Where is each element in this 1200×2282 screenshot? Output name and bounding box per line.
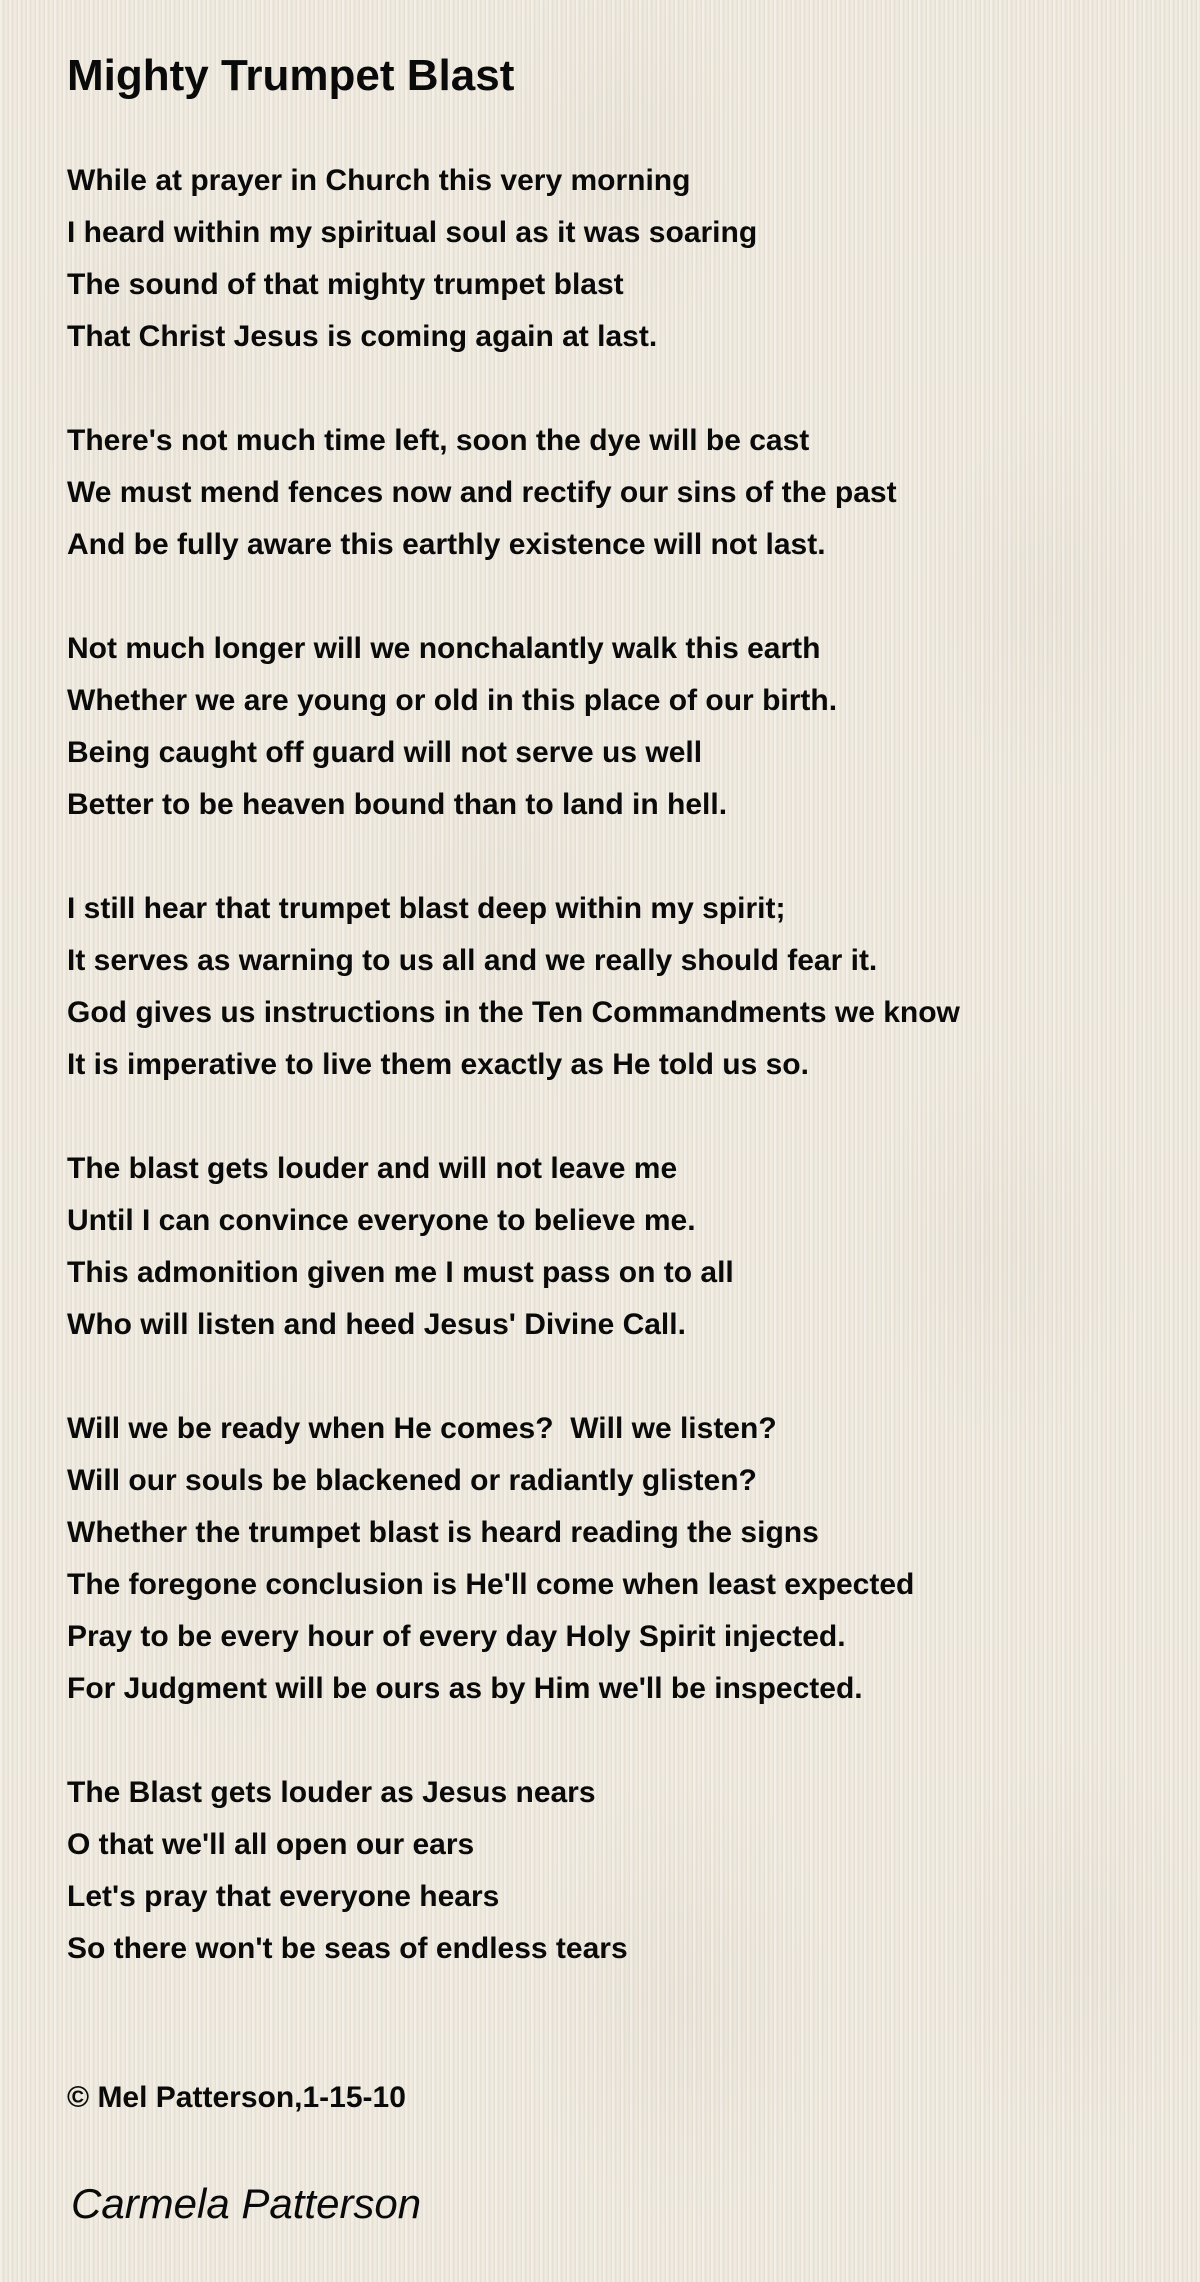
author-signature: Carmela Patterson xyxy=(71,2180,422,2227)
stanza-gap xyxy=(67,1351,960,1403)
poem-line: Not much longer will we nonchalantly walk this earth xyxy=(67,632,821,665)
poem-line: Whether we are young or old in this place of our birth. xyxy=(67,684,838,717)
poem-line: For Judgment will be ours as by Him we'll be inspected. xyxy=(67,1672,863,1705)
poem-title: Mighty Trumpet Blast xyxy=(67,51,515,100)
stanza-5 xyxy=(67,1143,960,1351)
copyright-line: © Mel Patterson,1-15-10 xyxy=(67,2081,406,2114)
stanza-gap xyxy=(67,831,960,883)
stanza-4 xyxy=(67,883,960,1091)
poem-line: This admonition given me I must pass on to all xyxy=(67,1256,734,1289)
poem-line: Let's pray that everyone hears xyxy=(67,1880,500,1913)
poem-line: The Blast gets louder as Jesus nears xyxy=(67,1776,596,1809)
stanza-gap xyxy=(67,571,960,623)
stanza-gap xyxy=(67,1715,960,1767)
poem-line: I still hear that trumpet blast deep within my spirit; xyxy=(67,892,786,925)
poem-line: While at prayer in Church this very morning xyxy=(67,164,691,197)
poem-line: Until I can convince everyone to believe me. xyxy=(67,1204,696,1237)
poem-line: And be fully aware this earthly existence will not last. xyxy=(67,528,826,561)
poem-line: O that we'll all open our ears xyxy=(67,1828,475,1861)
poem-line: So there won't be seas of endless tears xyxy=(67,1932,628,1965)
poem-line: The sound of that mighty trumpet blast xyxy=(67,268,624,301)
stanza-gap xyxy=(67,1091,960,1143)
poem-line: It serves as warning to us all and we really should fear it. xyxy=(67,944,878,977)
poem-line: The blast gets louder and will not leave me xyxy=(67,1152,678,1185)
poem-line: The foregone conclusion is He'll come when least expected xyxy=(67,1568,915,1601)
poem-line: Pray to be every hour of every day Holy Spirit injected. xyxy=(67,1620,846,1653)
stanza-6 xyxy=(67,1403,960,1715)
poem-line: Better to be heaven bound than to land in hell. xyxy=(67,788,728,821)
poem-line: Who will listen and heed Jesus' Divine Call. xyxy=(67,1308,686,1341)
poem-line: Will our souls be blackened or radiantly glisten? xyxy=(67,1464,757,1497)
poem-line: Whether the trumpet blast is heard reading the signs xyxy=(67,1516,819,1549)
poem-line: It is imperative to live them exactly as He told us so. xyxy=(67,1048,809,1081)
stanza-3 xyxy=(67,623,960,831)
poem-line: That Christ Jesus is coming again at last. xyxy=(67,320,658,353)
stanza-1 xyxy=(67,155,960,363)
poem-line: Being caught off guard will not serve us well xyxy=(67,736,703,769)
poem-body xyxy=(67,155,960,1975)
poem-line: We must mend fences now and rectify our sins of the past xyxy=(67,476,897,509)
poem-line: Will we be ready when He comes? Will we listen? xyxy=(67,1412,777,1445)
stanza-7 xyxy=(67,1767,960,1975)
poem-line: There's not much time left, soon the dye will be cast xyxy=(67,424,810,457)
poem-line: I heard within my spiritual soul as it was soaring xyxy=(67,216,758,249)
stanza-2 xyxy=(67,415,960,571)
poem-line: God gives us instructions in the Ten Commandments we know xyxy=(67,996,960,1029)
stanza-gap xyxy=(67,363,960,415)
